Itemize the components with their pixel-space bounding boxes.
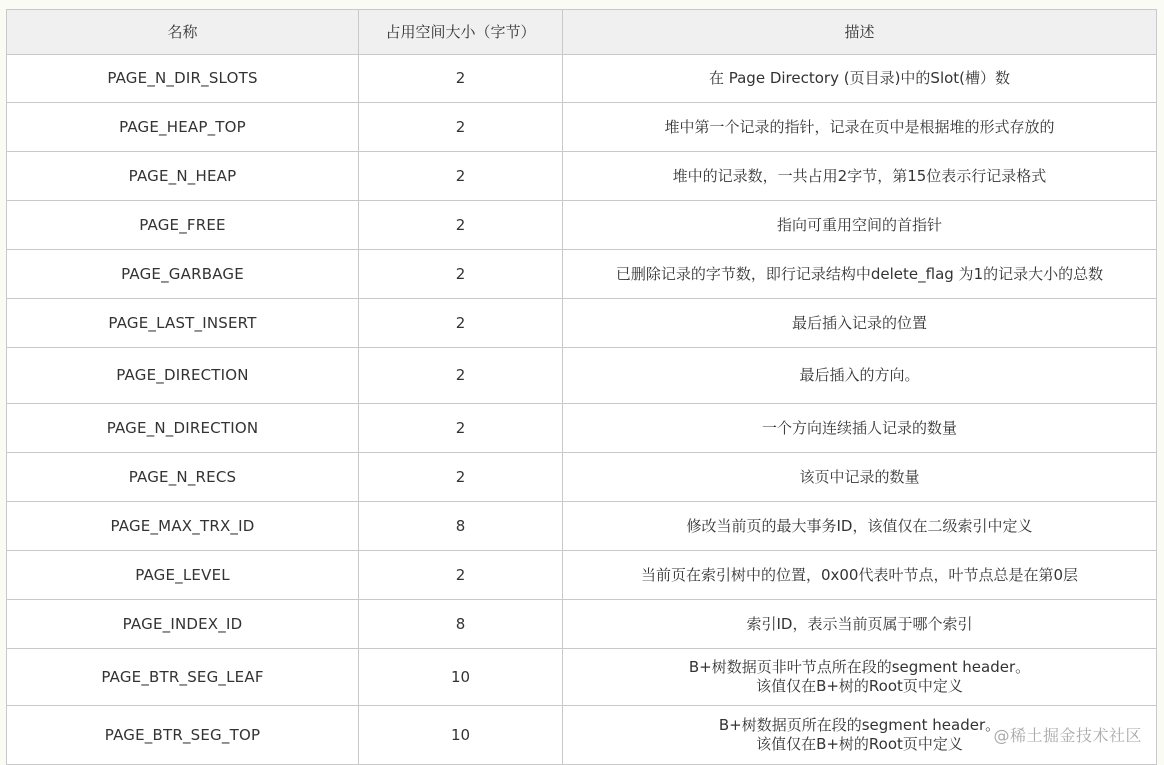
cell-field-name: PAGE_INDEX_ID xyxy=(7,600,359,649)
table-row xyxy=(7,706,1157,765)
cell-field-description xyxy=(563,348,1157,404)
cell-field-description xyxy=(563,103,1157,152)
description-line: 最后插入记录的位置 xyxy=(791,313,927,332)
cell-field-name: PAGE_BTR_SEG_TOP xyxy=(7,706,359,765)
cell-field-description xyxy=(563,600,1157,649)
description-line: 索引ID，表示当前页属于哪个索引 xyxy=(746,614,973,633)
table-row xyxy=(7,250,1157,299)
table-header-row xyxy=(7,10,1157,55)
table-row xyxy=(7,348,1157,404)
cell-field-description xyxy=(563,649,1157,706)
table-row xyxy=(7,103,1157,152)
cell-field-size: 2 xyxy=(359,348,563,404)
description-line: 当前页在索引树中的位置，0x00代表叶节点，叶节点总是在第0层 xyxy=(640,565,1079,584)
cell-field-size: 8 xyxy=(359,502,563,551)
cell-field-size: 2 xyxy=(359,453,563,502)
table-row xyxy=(7,404,1157,453)
column-header-description: 描述 xyxy=(563,10,1157,55)
description-line: 堆中的记录数，一共占用2字节，第15位表示行记录格式 xyxy=(672,166,1047,185)
cell-field-name: PAGE_N_RECS xyxy=(7,453,359,502)
description-line: 在 Page Directory (页目录)中的Slot(槽）数 xyxy=(708,69,1011,87)
description-line: 该页中记录的数量 xyxy=(799,467,920,486)
description-line: 该值仅在B+树的Root页中定义 xyxy=(756,677,963,695)
cell-field-name: PAGE_MAX_TRX_ID xyxy=(7,502,359,551)
cell-field-description xyxy=(563,551,1157,600)
cell-field-description xyxy=(563,55,1157,103)
cell-field-size: 2 xyxy=(359,299,563,348)
cell-field-name: PAGE_HEAP_TOP xyxy=(7,103,359,152)
cell-field-description xyxy=(563,453,1157,502)
description-line: B+树数据页非叶节点所在段的segment header。 xyxy=(688,658,1031,676)
cell-field-name: PAGE_LEVEL xyxy=(7,551,359,600)
cell-field-size: 2 xyxy=(359,201,563,250)
cell-field-description xyxy=(563,404,1157,453)
cell-field-size: 2 xyxy=(359,250,563,299)
description-line: 最后插入的方向。 xyxy=(799,366,920,384)
description-line: 指向可重用空间的首指针 xyxy=(776,215,942,234)
cell-field-description xyxy=(563,250,1157,299)
table-row xyxy=(7,299,1157,348)
table-row xyxy=(7,502,1157,551)
cell-field-name: PAGE_N_DIR_SLOTS xyxy=(7,55,359,103)
cell-field-size: 2 xyxy=(359,551,563,600)
cell-field-name: PAGE_DIRECTION xyxy=(7,348,359,404)
cell-field-name: PAGE_LAST_INSERT xyxy=(7,299,359,348)
cell-field-size: 10 xyxy=(359,649,563,706)
table-row xyxy=(7,55,1157,103)
table-row xyxy=(7,551,1157,600)
cell-field-description xyxy=(563,502,1157,551)
column-header-name: 名称 xyxy=(7,10,359,55)
table-body xyxy=(7,55,1157,765)
cell-field-description xyxy=(563,152,1157,201)
cell-field-size: 8 xyxy=(359,600,563,649)
watermark: @稀土掘金技术社区 xyxy=(993,726,1142,745)
description-line: 堆中第一个记录的指针，记录在页中是根据堆的形式存放的 xyxy=(664,117,1055,136)
cell-field-name: PAGE_N_HEAP xyxy=(7,152,359,201)
table-row xyxy=(7,600,1157,649)
cell-field-size: 2 xyxy=(359,55,563,103)
cell-field-name: PAGE_BTR_SEG_LEAF xyxy=(7,649,359,706)
table-row xyxy=(7,201,1157,250)
description-line: B+树数据页所在段的segment header。 xyxy=(718,716,1001,734)
column-header-size: 占用空间大小（字节） xyxy=(359,10,563,55)
cell-field-name: PAGE_FREE xyxy=(7,201,359,250)
description-line: 一个方向连续插人记录的数量 xyxy=(761,418,957,437)
cell-field-size: 2 xyxy=(359,103,563,152)
cell-field-name: PAGE_N_DIRECTION xyxy=(7,404,359,453)
cell-field-name: PAGE_GARBAGE xyxy=(7,250,359,299)
description-line: 该值仅在B+树的Root页中定义 xyxy=(756,735,963,753)
description-line: 已删除记录的字节数，即行记录结构中delete_flag 为1的记录大小的总数 xyxy=(615,264,1104,283)
table-row xyxy=(7,453,1157,502)
table-row xyxy=(7,152,1157,201)
table-row xyxy=(7,649,1157,706)
cell-field-size: 2 xyxy=(359,152,563,201)
cell-field-size: 10 xyxy=(359,706,563,765)
cell-field-description xyxy=(563,299,1157,348)
page-header-table xyxy=(6,9,1157,765)
cell-field-description xyxy=(563,201,1157,250)
cell-field-size: 2 xyxy=(359,404,563,453)
description-line: 修改当前页的最大事务ID，该值仅在二级索引中定义 xyxy=(686,516,1033,535)
